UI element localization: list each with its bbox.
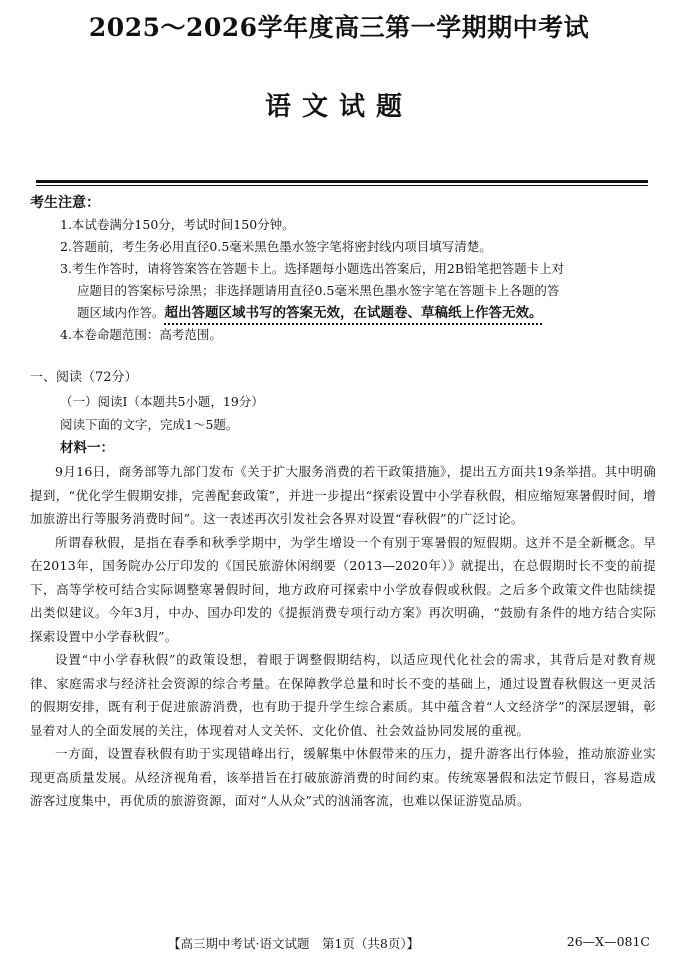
exam-title: 2025～2026学年度高三第一学期期中考试 <box>88 13 590 42</box>
section-title: 一、阅读（72分） <box>30 370 138 385</box>
notice-item-3-line-1: 3.考生作答时，请将答案答在答题卡上。选择题每小题选出答案后，用2B铅笔把答题卡上对 <box>60 261 565 276</box>
material-paragraph-3: 设置“中小学春秋假”的政策设想，着眼于调整假期结构，以适应现代化社会的需求，其背后是对教育规律、家庭需求与经济社会资源的综合考量。在保障教学总量和时长不变的基础上，通过设置春秋假这一更灵活的假期安排，既有利于促进旅游消费，也有助于提升学生综合素质。其中蕴含着“人文经济学”的深层逻辑，彰显着对人的全面发展的关注，体现着对人文关怀、文化价值、社会效益协同发展的重视。 <box>30 652 656 738</box>
subsection-title: （一）阅读Ⅰ（本题共5小题，19分） <box>60 393 264 409</box>
material-label: 材料一： <box>60 439 114 456</box>
notice-item-2: 2.答题前，考生务必用直径0.5毫米黑色墨水签字笔将密封线内项目填写清楚。 <box>60 239 492 254</box>
notice-item-3-line-2: 应题目的答案标号涂黑；非选择题请用直径0.5毫米黑色墨水签字笔在答题卡上各题的答 <box>77 283 560 298</box>
candidate-notice <box>30 192 656 346</box>
reading-instruction: 阅读下面的文字，完成1～5题。 <box>60 417 239 432</box>
notice-emphasis-text: 超出答题区域书写的答案无效，在试题卷、草稿纸上作答无效。 <box>164 305 543 321</box>
footer-page-info: 【高三期中考试·语文试题 第1页（共8页）】 <box>168 936 420 951</box>
header-rule-thick <box>36 180 648 183</box>
footer-paper-code: 26—X—081C <box>566 934 650 949</box>
notice-item-4: 4.本卷命题范围：高考范围。 <box>60 327 222 342</box>
material-paragraph-4: 一方面，设置春秋假有助于实现错峰出行，缓解集中休假带来的压力，提升游客出行体验，推动旅游业实现更高质量发展。从经济视角看，该举措旨在打破旅游消费的时间约束。传统寒暑假和法定节假日，容易造成游客过度集中，再优质的旅游资源，面对“人从众”式的汹涌客流，也难以保证游览品质。 <box>30 746 656 808</box>
material-paragraph-1: 9月16日，商务部等九部门发布《关于扩大服务消费的若干政策措施》，提出五方面共19条举措。其中明确提到，“优化学生假期安排，完善配套政策”，并进一步提出“探索设置中小学春秋假，相应缩短寒暑假时间，增加旅游出行等服务消费时间”。这一表述再次引发社会各界对设置“春秋假”的广泛讨论。 <box>30 464 656 526</box>
material-paragraph-2: 所谓春秋假，是指在春季和秋季学期中，为学生增设一个有别于寒暑假的短假期。这并不是全新概念。早在2013年，国务院办公厅印发的《国民旅游休闲纲要（2013—2020年）》就提出，在总假期时长不变的前提下，高等学校可结合实际调整寒暑假时间，地方政府可探索中小学放春假或秋假。之后多个政策文件也陆续提出类似建议。今年3月，中办、国办印发的《提振消费专项行动方案》再次明确，“鼓励有条件的地方结合实际探索设置中小学春秋假”。 <box>30 534 656 644</box>
notice-heading: 考生注意： <box>30 195 100 211</box>
notice-item-3-plain-text: 题区域内作答。 <box>77 305 165 320</box>
reading-section <box>30 366 656 813</box>
notice-item-1: 1.本试卷满分150分，考试时间150分钟。 <box>60 217 295 232</box>
header-rule-thin <box>36 185 648 186</box>
paper-title: 语文试题 <box>264 92 413 122</box>
notice-item-3-line-3 <box>30 302 656 324</box>
